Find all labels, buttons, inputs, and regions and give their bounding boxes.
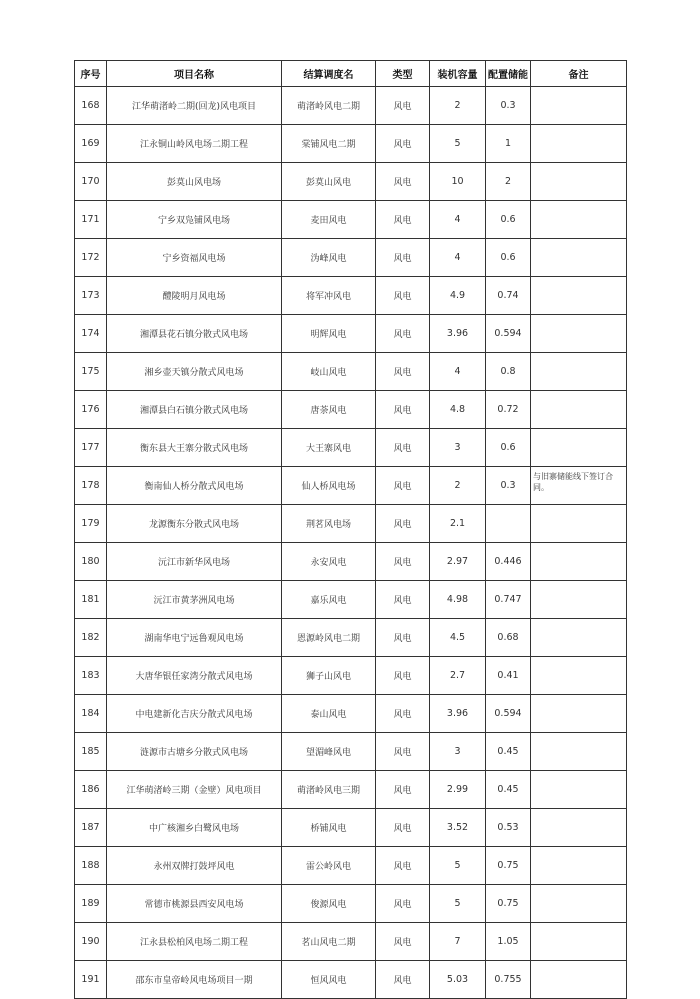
- cell-type: 风电: [376, 543, 430, 581]
- cell-project-name: 醴陵明月风电场: [107, 277, 282, 315]
- table-row: [75, 125, 627, 163]
- cell-dispatch-name: 唐荼风电: [282, 391, 376, 429]
- cell-storage: 0.594: [486, 315, 531, 353]
- cell-seq: 177: [75, 429, 107, 467]
- cell-storage: 0.75: [486, 885, 531, 923]
- cell-seq: 190: [75, 923, 107, 961]
- cell-project-name: 江华萌渚岭三期（金壁）风电项目: [107, 771, 282, 809]
- cell-type: 风电: [376, 125, 430, 163]
- cell-project-name: 江永县松柏风电场二期工程: [107, 923, 282, 961]
- cell-storage: 0.41: [486, 657, 531, 695]
- cell-project-name: 永州双牌打鼓坪风电: [107, 847, 282, 885]
- cell-type: 风电: [376, 277, 430, 315]
- cell-storage: 2: [486, 163, 531, 201]
- table-body: [75, 87, 627, 999]
- cell-remark: [531, 923, 627, 961]
- cell-dispatch-name: 望湄峰风电: [282, 733, 376, 771]
- cell-type: 风电: [376, 429, 430, 467]
- cell-type: 风电: [376, 467, 430, 505]
- table-row: [75, 543, 627, 581]
- cell-remark: [531, 657, 627, 695]
- cell-project-name: 湘乡壶天镇分散式风电场: [107, 353, 282, 391]
- cell-remark: [531, 961, 627, 999]
- cell-remark: [531, 391, 627, 429]
- cell-seq: 182: [75, 619, 107, 657]
- header-type: 类型: [376, 61, 430, 87]
- cell-seq: 186: [75, 771, 107, 809]
- cell-seq: 191: [75, 961, 107, 999]
- cell-capacity: 2: [430, 87, 486, 125]
- cell-seq: 183: [75, 657, 107, 695]
- cell-storage: 0.72: [486, 391, 531, 429]
- cell-remark: [531, 885, 627, 923]
- table-row: [75, 657, 627, 695]
- cell-dispatch-name: 麦田风电: [282, 201, 376, 239]
- cell-capacity: 3: [430, 733, 486, 771]
- cell-dispatch-name: 永安风电: [282, 543, 376, 581]
- table-row: [75, 809, 627, 847]
- cell-capacity: 3.52: [430, 809, 486, 847]
- cell-remark: [531, 87, 627, 125]
- cell-project-name: 湘潭县白石镇分散式风电场: [107, 391, 282, 429]
- cell-seq: 181: [75, 581, 107, 619]
- cell-dispatch-name: 恒风风电: [282, 961, 376, 999]
- cell-remark: [531, 733, 627, 771]
- cell-seq: 172: [75, 239, 107, 277]
- cell-remark: [531, 277, 627, 315]
- cell-remark: [531, 353, 627, 391]
- table-row: [75, 771, 627, 809]
- cell-dispatch-name: 泰山风电: [282, 695, 376, 733]
- cell-capacity: 4: [430, 353, 486, 391]
- cell-type: 风电: [376, 923, 430, 961]
- cell-dispatch-name: 仙人桥风电场: [282, 467, 376, 505]
- cell-type: 风电: [376, 657, 430, 695]
- table-row: [75, 429, 627, 467]
- cell-project-name: 彭莫山风电场: [107, 163, 282, 201]
- cell-capacity: 5: [430, 847, 486, 885]
- table-row: [75, 505, 627, 543]
- cell-storage: 1: [486, 125, 531, 163]
- cell-dispatch-name: 沩峰风电: [282, 239, 376, 277]
- cell-remark: [531, 581, 627, 619]
- cell-storage: 0.8: [486, 353, 531, 391]
- table-row: [75, 467, 627, 505]
- cell-remark: [531, 239, 627, 277]
- cell-type: 风电: [376, 771, 430, 809]
- cell-dispatch-name: 恩源岭风电二期: [282, 619, 376, 657]
- cell-storage: 0.74: [486, 277, 531, 315]
- cell-capacity: 3.96: [430, 695, 486, 733]
- cell-capacity: 4.9: [430, 277, 486, 315]
- table-row: [75, 619, 627, 657]
- cell-type: 风电: [376, 87, 430, 125]
- cell-remark: [531, 315, 627, 353]
- cell-remark: 与旧寨储能线下签订合同。: [531, 467, 627, 505]
- cell-seq: 176: [75, 391, 107, 429]
- cell-dispatch-name: 狮子山风电: [282, 657, 376, 695]
- cell-dispatch-name: 大王寨风电: [282, 429, 376, 467]
- cell-storage: 0.3: [486, 87, 531, 125]
- cell-seq: 185: [75, 733, 107, 771]
- cell-capacity: 10: [430, 163, 486, 201]
- cell-storage: 0.68: [486, 619, 531, 657]
- cell-project-name: 湘潭县花石镇分散式风电场: [107, 315, 282, 353]
- cell-type: 风电: [376, 809, 430, 847]
- table-row: [75, 87, 627, 125]
- table-row: [75, 733, 627, 771]
- cell-project-name: 常德市桃源县西安风电场: [107, 885, 282, 923]
- table-row: [75, 847, 627, 885]
- table-row: [75, 923, 627, 961]
- cell-remark: [531, 429, 627, 467]
- header-seq: 序号: [75, 61, 107, 87]
- table-row: [75, 391, 627, 429]
- cell-remark: [531, 847, 627, 885]
- cell-capacity: 4.98: [430, 581, 486, 619]
- cell-type: 风电: [376, 885, 430, 923]
- cell-storage: 0.45: [486, 771, 531, 809]
- cell-dispatch-name: 茗山风电二期: [282, 923, 376, 961]
- header-project-name: 项目名称: [107, 61, 282, 87]
- cell-seq: 178: [75, 467, 107, 505]
- cell-seq: 168: [75, 87, 107, 125]
- cell-project-name: 衡东县大王寨分散式风电场: [107, 429, 282, 467]
- table-row: [75, 695, 627, 733]
- cell-type: 风电: [376, 733, 430, 771]
- cell-remark: [531, 543, 627, 581]
- cell-type: 风电: [376, 353, 430, 391]
- cell-capacity: 4: [430, 239, 486, 277]
- cell-seq: 175: [75, 353, 107, 391]
- cell-dispatch-name: 萌渚岭风电三期: [282, 771, 376, 809]
- cell-storage: 0.755: [486, 961, 531, 999]
- cell-capacity: 4: [430, 201, 486, 239]
- cell-capacity: 2.1: [430, 505, 486, 543]
- cell-storage: 0.3: [486, 467, 531, 505]
- header-storage: 配置储能: [486, 61, 531, 87]
- cell-seq: 188: [75, 847, 107, 885]
- cell-seq: 170: [75, 163, 107, 201]
- cell-project-name: 沅江市黄茅洲风电场: [107, 581, 282, 619]
- cell-dispatch-name: 棠铺风电二期: [282, 125, 376, 163]
- cell-storage: 1.05: [486, 923, 531, 961]
- cell-type: 风电: [376, 619, 430, 657]
- cell-remark: [531, 695, 627, 733]
- cell-storage: 0.75: [486, 847, 531, 885]
- cell-storage: 0.6: [486, 201, 531, 239]
- cell-capacity: 2.7: [430, 657, 486, 695]
- cell-capacity: 2: [430, 467, 486, 505]
- cell-project-name: 大唐华银任家湾分散式风电场: [107, 657, 282, 695]
- header-capacity: 装机容量: [430, 61, 486, 87]
- cell-seq: 184: [75, 695, 107, 733]
- header-dispatch-name: 结算调度名: [282, 61, 376, 87]
- cell-remark: [531, 619, 627, 657]
- table-row: [75, 277, 627, 315]
- header-row: [75, 61, 627, 87]
- cell-seq: 174: [75, 315, 107, 353]
- cell-type: 风电: [376, 315, 430, 353]
- cell-dispatch-name: 明辉风电: [282, 315, 376, 353]
- cell-capacity: 2.97: [430, 543, 486, 581]
- table-row: [75, 315, 627, 353]
- cell-capacity: 5: [430, 125, 486, 163]
- table-row: [75, 201, 627, 239]
- cell-seq: 171: [75, 201, 107, 239]
- cell-storage: 0.53: [486, 809, 531, 847]
- cell-remark: [531, 505, 627, 543]
- cell-dispatch-name: 俊源风电: [282, 885, 376, 923]
- cell-seq: 179: [75, 505, 107, 543]
- cell-remark: [531, 771, 627, 809]
- cell-type: 风电: [376, 695, 430, 733]
- cell-capacity: 2.99: [430, 771, 486, 809]
- cell-seq: 187: [75, 809, 107, 847]
- cell-seq: 173: [75, 277, 107, 315]
- cell-type: 风电: [376, 239, 430, 277]
- project-table: [74, 60, 627, 999]
- table-row: [75, 353, 627, 391]
- cell-capacity: 4.5: [430, 619, 486, 657]
- cell-type: 风电: [376, 201, 430, 239]
- cell-project-name: 湖南华电宁远鲁观风电场: [107, 619, 282, 657]
- cell-storage: 0.594: [486, 695, 531, 733]
- cell-remark: [531, 125, 627, 163]
- cell-capacity: 3.96: [430, 315, 486, 353]
- cell-remark: [531, 809, 627, 847]
- cell-storage: 0.446: [486, 543, 531, 581]
- cell-seq: 169: [75, 125, 107, 163]
- cell-project-name: 中电建新化吉庆分散式风电场: [107, 695, 282, 733]
- cell-project-name: 龙源衡东分散式风电场: [107, 505, 282, 543]
- cell-seq: 180: [75, 543, 107, 581]
- cell-dispatch-name: 荆茗风电场: [282, 505, 376, 543]
- cell-project-name: 邵东市皇帝岭风电场项目一期: [107, 961, 282, 999]
- cell-project-name: 江永铜山岭风电场二期工程: [107, 125, 282, 163]
- cell-type: 风电: [376, 391, 430, 429]
- cell-project-name: 沅江市新华风电场: [107, 543, 282, 581]
- cell-storage: [486, 505, 531, 543]
- cell-dispatch-name: 岐山风电: [282, 353, 376, 391]
- table-row: [75, 885, 627, 923]
- cell-remark: [531, 163, 627, 201]
- cell-capacity: 3: [430, 429, 486, 467]
- cell-remark: [531, 201, 627, 239]
- cell-type: 风电: [376, 961, 430, 999]
- cell-project-name: 中广核湘乡白鹭风电场: [107, 809, 282, 847]
- cell-type: 风电: [376, 505, 430, 543]
- cell-storage: 0.6: [486, 429, 531, 467]
- table-row: [75, 581, 627, 619]
- cell-dispatch-name: 将军冲风电: [282, 277, 376, 315]
- cell-storage: 0.45: [486, 733, 531, 771]
- cell-dispatch-name: 桥铺风电: [282, 809, 376, 847]
- cell-seq: 189: [75, 885, 107, 923]
- table-row: [75, 961, 627, 999]
- cell-dispatch-name: 萌渚岭风电二期: [282, 87, 376, 125]
- cell-project-name: 江华萌渚岭二期(回龙)风电项目: [107, 87, 282, 125]
- cell-type: 风电: [376, 847, 430, 885]
- cell-capacity: 5.03: [430, 961, 486, 999]
- cell-project-name: 宁乡资福风电场: [107, 239, 282, 277]
- header-remark: 备注: [531, 61, 627, 87]
- cell-type: 风电: [376, 581, 430, 619]
- table-row: [75, 239, 627, 277]
- cell-project-name: 涟源市古塘乡分散式风电场: [107, 733, 282, 771]
- cell-storage: 0.747: [486, 581, 531, 619]
- cell-dispatch-name: 雷公岭风电: [282, 847, 376, 885]
- cell-capacity: 5: [430, 885, 486, 923]
- cell-dispatch-name: 嘉乐风电: [282, 581, 376, 619]
- cell-type: 风电: [376, 163, 430, 201]
- cell-capacity: 7: [430, 923, 486, 961]
- table-row: [75, 163, 627, 201]
- cell-storage: 0.6: [486, 239, 531, 277]
- cell-capacity: 4.8: [430, 391, 486, 429]
- cell-project-name: 宁乡双凫铺风电场: [107, 201, 282, 239]
- cell-project-name: 衡南仙人桥分散式风电场: [107, 467, 282, 505]
- cell-dispatch-name: 彭莫山风电: [282, 163, 376, 201]
